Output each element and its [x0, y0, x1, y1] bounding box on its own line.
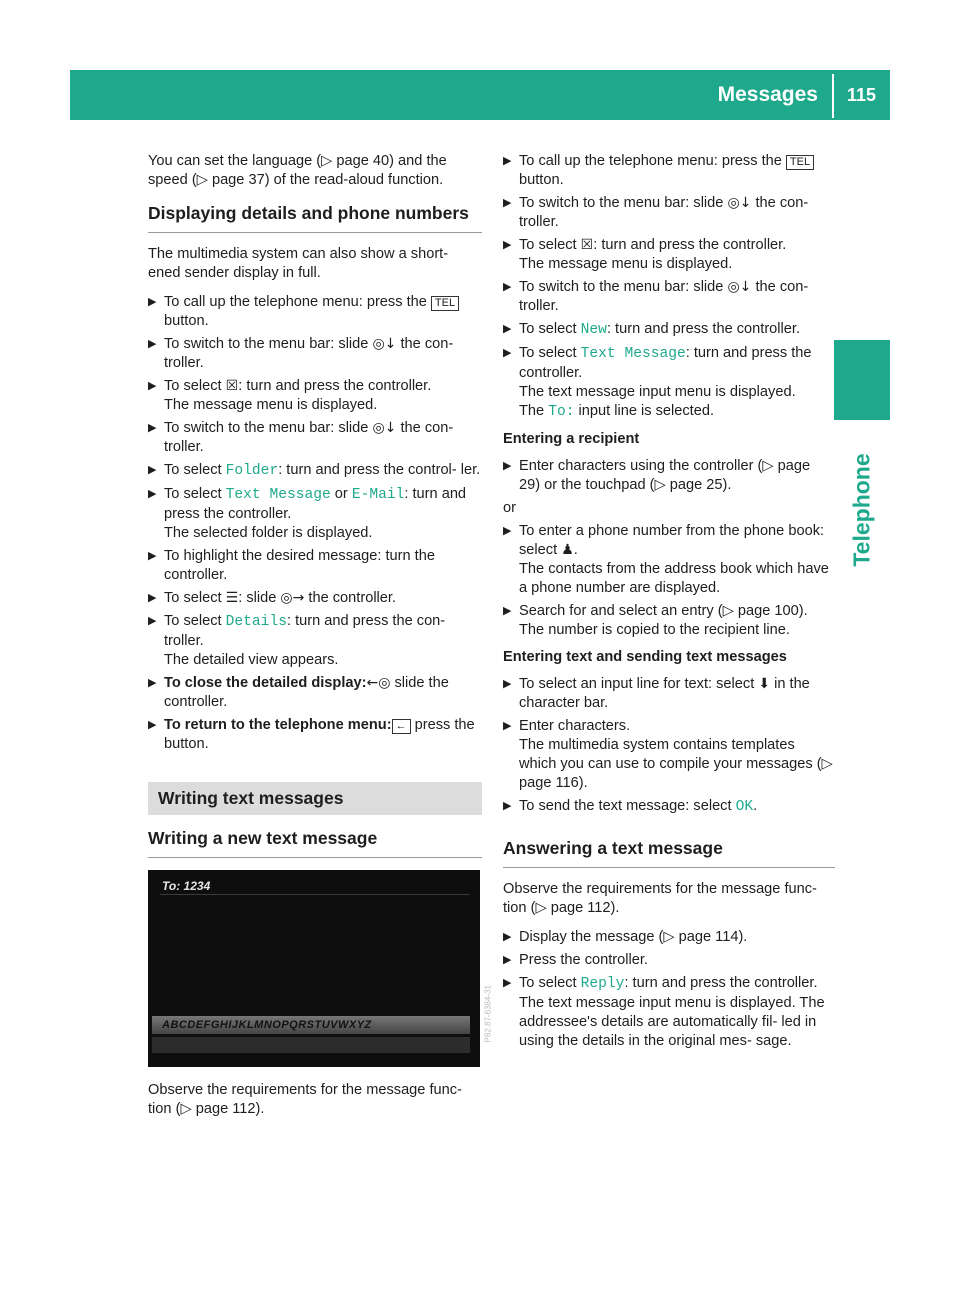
step-arrow-icon: ▶ [503, 720, 512, 732]
step-arrow-icon: ▶ [148, 488, 157, 500]
controller-icon: ☒ [225, 378, 239, 394]
controller-icon: ◎→ [280, 590, 305, 606]
step-text: To switch to the menu bar: slide [164, 336, 373, 352]
step-text: To select [519, 237, 581, 253]
answer-intro: Observe the requirements for the message func- tion (▷ page 112). [503, 881, 817, 916]
screen-character-bar: ABCDEFGHIJKLMNOPQRSTUVWXYZ [152, 1016, 470, 1034]
step-text: slide [390, 675, 429, 691]
step-text: button. [164, 736, 209, 752]
screen-bottom-bar [152, 1037, 470, 1053]
step-result-note: The message menu is displayed. [519, 256, 733, 272]
menu-item-label: To: [548, 404, 575, 420]
step-text: To call up the telephone menu: press the [519, 153, 786, 169]
instruction-step [148, 293, 482, 331]
right-steps-4 [503, 675, 835, 817]
step-text: To select an input line for text: select [519, 676, 759, 692]
right-steps-3 [503, 522, 835, 640]
step-arrow-icon: ▶ [148, 296, 157, 308]
step-text: : turn and press the con- troller. [164, 613, 446, 649]
step-text: . [573, 542, 578, 558]
controller-icon: ◎↓ [727, 279, 752, 295]
step-text: To select [164, 378, 226, 394]
step-result-note: The detailed view appears. [164, 652, 339, 668]
menu-item-label: E-Mail [351, 487, 405, 503]
step-text: button. [519, 172, 564, 188]
step-arrow-icon: ▶ [148, 422, 157, 434]
screen-code: P82.87-6384-31 [483, 985, 492, 1043]
step-result-note: The contacts from the address book which have a phone number are displayed. [519, 561, 829, 596]
screen-divider [160, 894, 470, 895]
step-result-note: The [519, 403, 549, 419]
controller-icon: ←◎ [366, 675, 391, 691]
right-column [503, 152, 835, 1055]
instruction-step [148, 589, 482, 608]
step-text: the controller. [164, 675, 449, 710]
step-arrow-icon: ▶ [148, 615, 157, 627]
header-divider [832, 74, 834, 118]
controller-icon: ♟ [561, 542, 574, 558]
step-text: To select [519, 975, 581, 991]
step-arrow-icon: ▶ [503, 525, 512, 537]
step-text: the con- troller. [519, 279, 809, 314]
step-text: Display the message (▷ page 114). [519, 929, 748, 945]
step-text: To select [164, 613, 226, 629]
step-arrow-icon: ▶ [148, 380, 157, 392]
step-arrow-icon: ▶ [148, 550, 157, 562]
step-text: To switch to the menu bar: slide [519, 195, 728, 211]
instruction-step [503, 951, 835, 970]
step-arrow-icon: ▶ [503, 239, 512, 251]
section-band-writing: Writing text messages [148, 782, 482, 815]
step-arrow-icon: ▶ [503, 678, 512, 690]
step-arrow-icon: ▶ [503, 281, 512, 293]
instruction-step [503, 675, 835, 713]
page-number: 115 [846, 85, 876, 105]
instruction-step [503, 236, 835, 274]
step-text: : turn and press the controller. [238, 378, 432, 394]
step-text: To select [164, 590, 226, 606]
key-button-icon: TEL [431, 296, 459, 311]
step-text: To enter a phone number from the phone book: select [519, 523, 825, 558]
outro-paragraph: Observe the requirements for the message func- tion (▷ page 112). [148, 1082, 462, 1117]
step-text: button. [164, 313, 209, 329]
step-text: press the [410, 717, 475, 733]
right-steps-2 [503, 457, 835, 495]
key-button-icon: ← [392, 719, 411, 734]
step-text: the con- troller. [164, 420, 454, 455]
right-steps-1 [503, 152, 835, 422]
step-text: To switch to the menu bar: slide [164, 420, 373, 436]
step-text: To select [519, 345, 581, 361]
step-text: or [330, 486, 352, 502]
menu-item-label: Details [225, 614, 287, 630]
step-arrow-icon: ▶ [148, 338, 157, 350]
controller-icon: ☒ [580, 237, 594, 253]
step-arrow-icon: ▶ [503, 323, 512, 335]
instruction-step [148, 419, 482, 457]
step-result-note: The selected folder is displayed. [164, 525, 373, 541]
step-text: . [753, 798, 758, 814]
step-arrow-icon: ▶ [148, 719, 157, 731]
step-bold-text: To return to the telephone menu: [164, 717, 392, 733]
step-arrow-icon: ▶ [148, 592, 157, 604]
step-text: the con- troller. [164, 336, 454, 371]
menu-item-label: Text Message [225, 487, 331, 503]
step-result-note: input line is selected. [574, 403, 715, 419]
step-arrow-icon: ▶ [503, 460, 512, 472]
step-arrow-icon: ▶ [503, 347, 512, 359]
step-text: : turn and press the control- ler. [278, 462, 481, 478]
step-text: : turn and press the controller. [624, 975, 818, 991]
page-title: Messages [717, 83, 818, 106]
step-text: To call up the telephone menu: press the [164, 294, 431, 310]
step-arrow-icon: ▶ [503, 155, 512, 167]
step-bold-text: To close the detailed display: [164, 675, 367, 691]
step-text: : slide [238, 590, 281, 606]
controller-icon: ◎↓ [727, 195, 752, 211]
step-arrow-icon: ▶ [503, 954, 512, 966]
step-text: To select [164, 486, 226, 502]
instruction-step [503, 194, 835, 232]
step-result-note: The text message input menu is displayed. [519, 384, 796, 400]
step-text: Enter characters. [519, 718, 631, 734]
instruction-step [148, 716, 482, 754]
step-text: : turn and press the controller. [606, 321, 801, 337]
instruction-step [503, 457, 835, 495]
step-text: : turn and press the controller. [164, 486, 467, 522]
key-button-icon: TEL [786, 155, 814, 170]
step-arrow-icon: ▶ [503, 931, 512, 943]
instruction-step [148, 674, 482, 712]
step-text: the controller. [304, 590, 397, 606]
instruction-step [148, 547, 482, 585]
step-text: To switch to the menu bar: slide [519, 279, 728, 295]
details-intro: The multimedia system can also show a short- ened sender display in full. [148, 246, 449, 281]
step-text: the con- troller. [519, 195, 809, 230]
step-result-note: The text message input menu is displayed. The addressee's details are automatically fil- led in using the details in the original mes- sage. [519, 995, 825, 1049]
step-result-note: The multimedia system contains templates which you can use to compile your messages (▷ page 116). [519, 737, 833, 791]
menu-item-label: New [580, 322, 607, 338]
step-text: in the character bar. [519, 676, 810, 711]
instruction-step [503, 602, 835, 640]
menu-item-label: Folder [225, 463, 279, 479]
intro-paragraph: You can set the language (▷ page 40) and the speed (▷ page 37) of the read-aloud function. [148, 153, 447, 188]
heading-details: Displaying details and phone numbers [148, 204, 482, 233]
instruction-step [503, 928, 835, 947]
step-result-note: The message menu is displayed. [164, 397, 378, 413]
step-arrow-icon: ▶ [503, 197, 512, 209]
step-text: To select [164, 462, 226, 478]
step-arrow-icon: ▶ [148, 677, 157, 689]
step-arrow-icon: ▶ [148, 464, 157, 476]
step-text: Search for and select an entry (▷ page 100). [519, 603, 808, 619]
menu-item-label: OK [735, 799, 754, 815]
step-result-note: The number is copied to the recipient line. [519, 622, 790, 638]
screen-to-label: To: 1234 [162, 879, 211, 893]
step-text: : turn and press the controller. [519, 345, 812, 381]
controller-icon: ☰ [225, 590, 239, 606]
side-tab-marker [834, 340, 890, 420]
instruction-step [503, 974, 835, 1051]
menu-item-label: Text Message [580, 346, 686, 362]
heading-entering-text: Entering text and sending text messages [503, 649, 787, 665]
menu-item-label: Reply [580, 976, 625, 992]
heading-answer: Answering a text message [503, 839, 835, 868]
step-text: Enter characters using the controller (▷ page 29) or the touchpad (▷ page 25). [519, 458, 811, 493]
left-steps-list [148, 293, 482, 754]
step-text: : turn and press the controller. [593, 237, 787, 253]
left-column [148, 152, 492, 1129]
controller-icon: ⬇ [758, 676, 771, 692]
step-arrow-icon: ▶ [503, 800, 512, 812]
instruction-step [503, 797, 835, 817]
instruction-step [503, 152, 835, 190]
controller-icon: ◎↓ [372, 336, 397, 352]
instruction-step [148, 461, 482, 481]
step-text: To select [519, 321, 581, 337]
instruction-step [148, 485, 482, 543]
header-bar [70, 70, 890, 120]
instruction-step [503, 320, 835, 340]
screen-image [148, 870, 492, 1067]
step-text: Press the controller. [519, 952, 648, 968]
instruction-step [148, 377, 482, 415]
instruction-step [148, 335, 482, 373]
or-text: or [503, 500, 516, 516]
instruction-step [503, 344, 835, 422]
heading-new-message: Writing a new text message [148, 829, 482, 858]
side-tab-label: Telephone [848, 453, 875, 567]
heading-recipient: Entering a recipient [503, 431, 640, 447]
instruction-step [503, 522, 835, 598]
step-text: To highlight the desired message: turn the controller. [164, 548, 435, 583]
step-arrow-icon: ▶ [503, 977, 512, 989]
controller-icon: ◎↓ [372, 420, 397, 436]
step-arrow-icon: ▶ [503, 605, 512, 617]
right-steps-5 [503, 928, 835, 1051]
instruction-step [503, 717, 835, 793]
instruction-step [148, 612, 482, 670]
instruction-step [503, 278, 835, 316]
step-text: To send the text message: select [519, 798, 736, 814]
